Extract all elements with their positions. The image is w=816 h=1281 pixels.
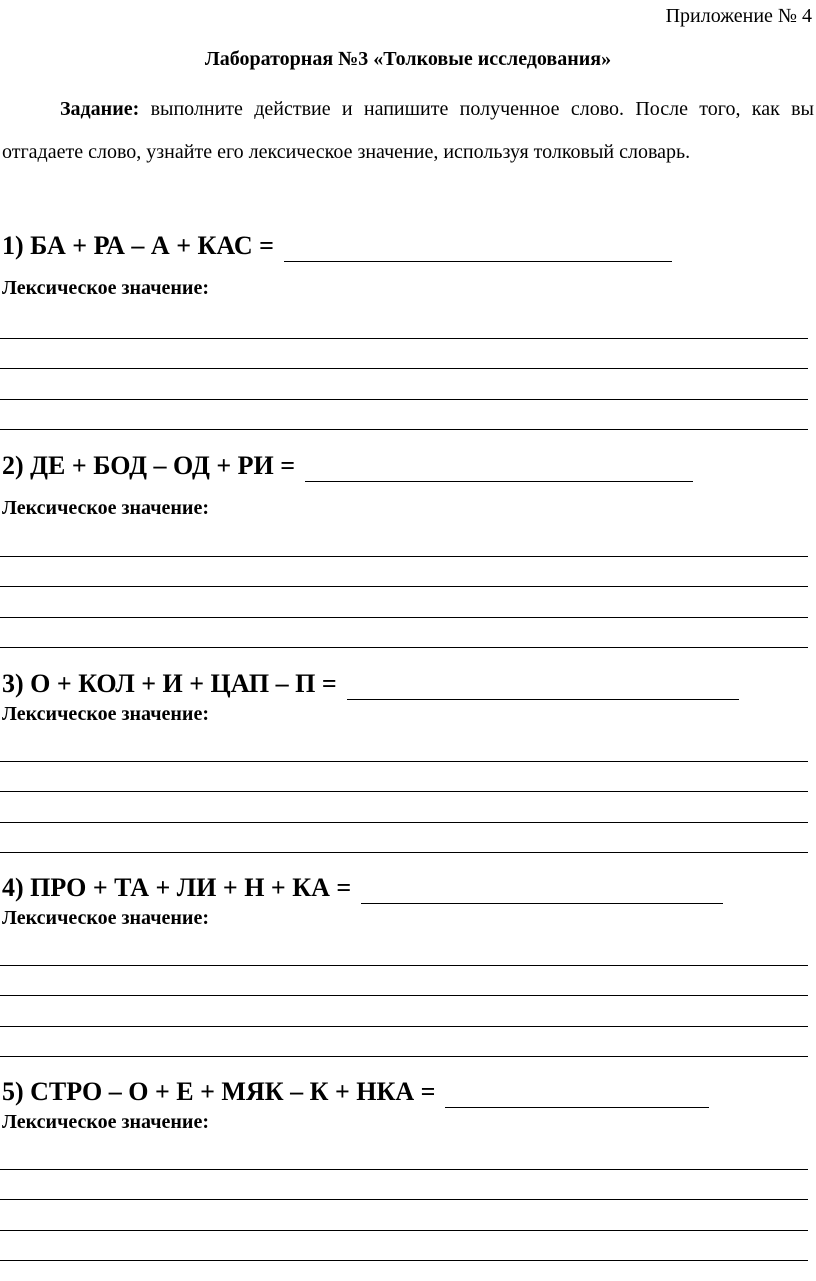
exercise-4 (2, 872, 812, 930)
task-label: Задание: (60, 98, 140, 120)
meaning-line[interactable] (0, 368, 808, 369)
meaning-line[interactable] (0, 761, 808, 762)
lexical-meaning-label: Лексическое значение: (2, 907, 209, 929)
task-text: выполните действие и напишите полученное слово. После того, как вы отгадаете слово, узнайте его лексическое значение, используя толковый словарь. (2, 98, 814, 163)
meaning-line[interactable] (0, 586, 808, 587)
meaning-line[interactable] (0, 429, 808, 430)
meaning-line[interactable] (0, 965, 808, 966)
meaning-line[interactable] (0, 822, 808, 823)
answer-field[interactable] (284, 239, 672, 262)
meaning-line[interactable] (0, 1199, 808, 1200)
meaning-line[interactable] (0, 399, 808, 400)
meaning-line[interactable] (0, 995, 808, 996)
lexical-meaning-label: Лексическое значение: (2, 703, 209, 725)
equation-text: 3) О + КОЛ + И + ЦАП – П = (2, 669, 337, 698)
meaning-line[interactable] (0, 338, 808, 339)
equation-row (2, 450, 812, 482)
equation-row (2, 1076, 812, 1108)
lexical-meaning-label: Лексическое значение: (2, 277, 209, 299)
equation-row (2, 872, 812, 904)
meaning-line[interactable] (0, 1169, 808, 1170)
appendix-label: Приложение № 4 (665, 5, 812, 27)
answer-field[interactable] (445, 1085, 709, 1108)
meaning-line[interactable] (0, 791, 808, 792)
equation-text: 2) ДЕ + БОД – ОД + РИ = (2, 451, 296, 480)
meaning-line[interactable] (0, 852, 808, 853)
exercise-2 (2, 450, 812, 520)
lexical-meaning-label: Лексическое значение: (2, 497, 209, 519)
meaning-line[interactable] (0, 1260, 808, 1261)
equation-row (2, 230, 812, 262)
answer-field[interactable] (305, 459, 693, 482)
meaning-line[interactable] (0, 1230, 808, 1231)
answer-field[interactable] (347, 677, 739, 700)
equation-row (2, 668, 812, 700)
meaning-line[interactable] (0, 647, 808, 648)
exercise-5 (2, 1076, 812, 1134)
exercise-1 (2, 230, 812, 300)
meaning-line[interactable] (0, 617, 808, 618)
answer-field[interactable] (361, 881, 723, 904)
meaning-line[interactable] (0, 1026, 808, 1027)
exercise-3 (2, 668, 812, 726)
equation-text: 4) ПРО + ТА + ЛИ + Н + КА = (2, 873, 352, 902)
meaning-line[interactable] (0, 556, 808, 557)
equation-text: 5) СТРО – О + Е + МЯК – К + НКА = (2, 1077, 436, 1106)
page-title: Лабораторная №3 «Толковые исследования» (204, 48, 612, 70)
meaning-line[interactable] (0, 1056, 808, 1057)
lexical-meaning-label: Лексическое значение: (2, 1111, 209, 1133)
equation-text: 1) БА + РА – А + КАС = (2, 231, 274, 260)
task-paragraph (2, 88, 814, 174)
